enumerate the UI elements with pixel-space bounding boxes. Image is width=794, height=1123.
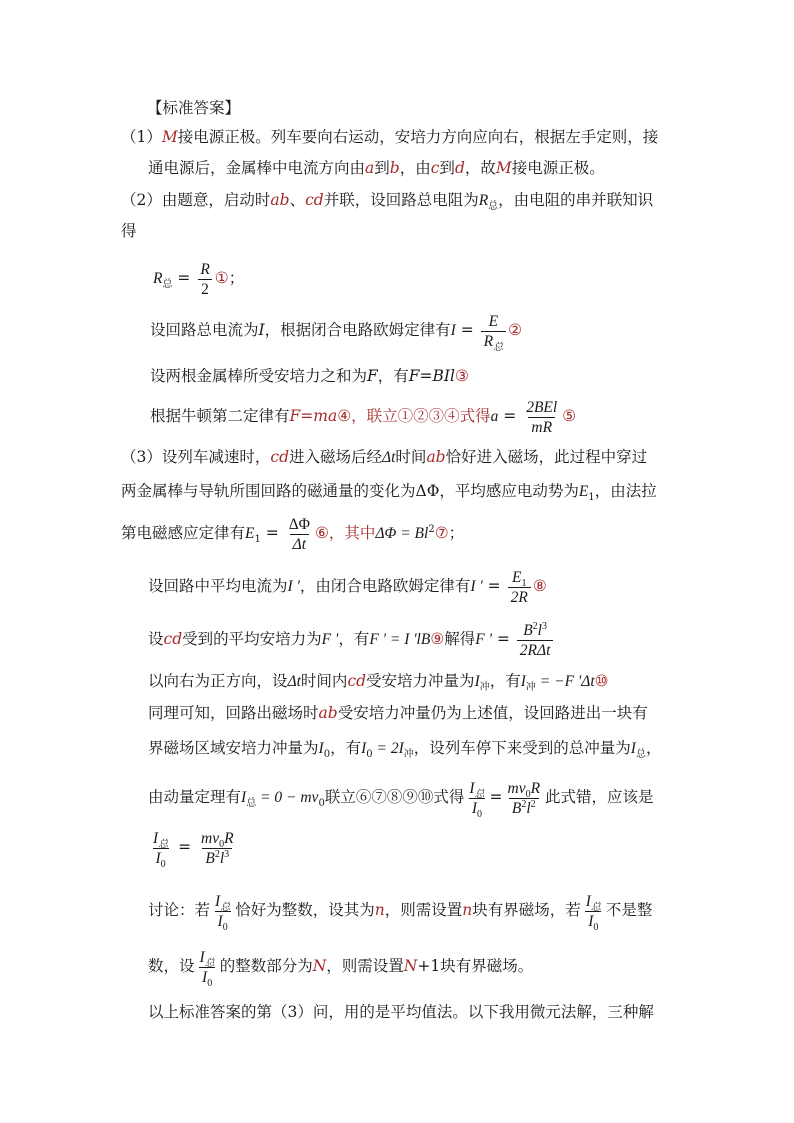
part3-line1: （3）设列车减速时，cd进入磁场后经Δt时间ab恰好进入磁场，此过程中穿过 xyxy=(121,448,648,466)
equation-8-line: 设回路中平均电流为I '，由闭合电路欧姆定律有I ' = $\frac{E_1}{2R}$ ⑧ xyxy=(148,568,547,606)
part2-line1: （2）由题意，启动时ab、cd并联，设回路总电阻为$R_总$，由电阻的串并联知识 xyxy=(121,191,654,212)
part3-line2: 两金属棒与导轨所围回路的磁通量的变化为ΔΦ，平均感应电动势为$E_1$，由法拉 xyxy=(121,482,657,503)
equation-6-7-line: 第电磁感应定律有$E_1$ = $\frac{\Delta\Phi}{\Delta t}$ ⑥，其中$\Delta\Phi = Bl^2⑦$； xyxy=(121,515,465,553)
part3-line-same: 同理可知，回路出磁场时ab受安培力冲量仍为上述值，设回路进出一块有 xyxy=(148,704,648,722)
equation-9-line: 设cd受到的平均安培力为F '，有F ' = I 'lB⑨解得F ' = $\frac{B^2l^3}{\text{2RΔt}}$ xyxy=(148,617,555,662)
discussion-line1: 讨论：若 $\frac{I_总}{I_0}$ 恰好为整数，设其为n，则需设置n块有界磁场，若 $\frac{I_总}{I_0}$ 不是整 xyxy=(148,892,653,933)
equation-4-5-line: 根据牛顿第二定律有F=ma④，联立①②③④式得a = $\frac{\text{2BEl}}{mR}$ ⑤ xyxy=(150,398,577,436)
equation-3-line: 设两根金属棒所受安培力之和为F，有F=BIl③ xyxy=(150,367,469,385)
answer-heading: 【标准答案】 xyxy=(147,99,241,117)
part1-line2: 通电源后，金属棒中电流方向由a到b，由c到d，故M接电源正极。 xyxy=(148,159,605,177)
part2-line2: 得 xyxy=(121,222,137,240)
part3-line-impulse: 界磁场区域安培力冲量为$I_0$，有$I_0 = 2I_冲$，设列车停下来受到的总冲量为$I_总$， xyxy=(148,739,662,760)
discussion-line2: 数，设 $\frac{I_总}{I_0}$ 的整数部分为N，则需设置N+1块有界磁场。 xyxy=(148,948,534,989)
equation-10-line: 以向右为正方向，设Δt时间内cd受安培力冲量为$I_冲$，有$I_冲 = -F$ 'Δt⑩ xyxy=(148,672,609,693)
part1-line1: （1）M接电源正极。列车要向右运动，安培力方向应向右，根据左手定则，接 xyxy=(121,128,659,146)
corrected-equation: $\frac{I_总}{I_0}$ = $\frac{mv_0R}{B^2l^3}$ xyxy=(153,829,234,870)
equation-2-line: 设回路总电流为I，根据闭合电路欧姆定律有I = $\frac{E}{R_总}$ ② xyxy=(150,312,523,353)
closing-line: 以上标准答案的第（3）问，用的是平均值法。以下我用微元法解，三种解 xyxy=(148,1003,654,1021)
equation-1: $R_总$ = $\frac{R}{2}$ ①； xyxy=(153,260,245,298)
momentum-line: 由动量定理有$I_总 = 0 - mv_0$联立⑥⑦⑧⑨⑩式得 $\frac{I_总}{I_0}$ = $\frac{mv_0R}{B^2l^2}$ 此式错，应该是 xyxy=(148,779,654,820)
